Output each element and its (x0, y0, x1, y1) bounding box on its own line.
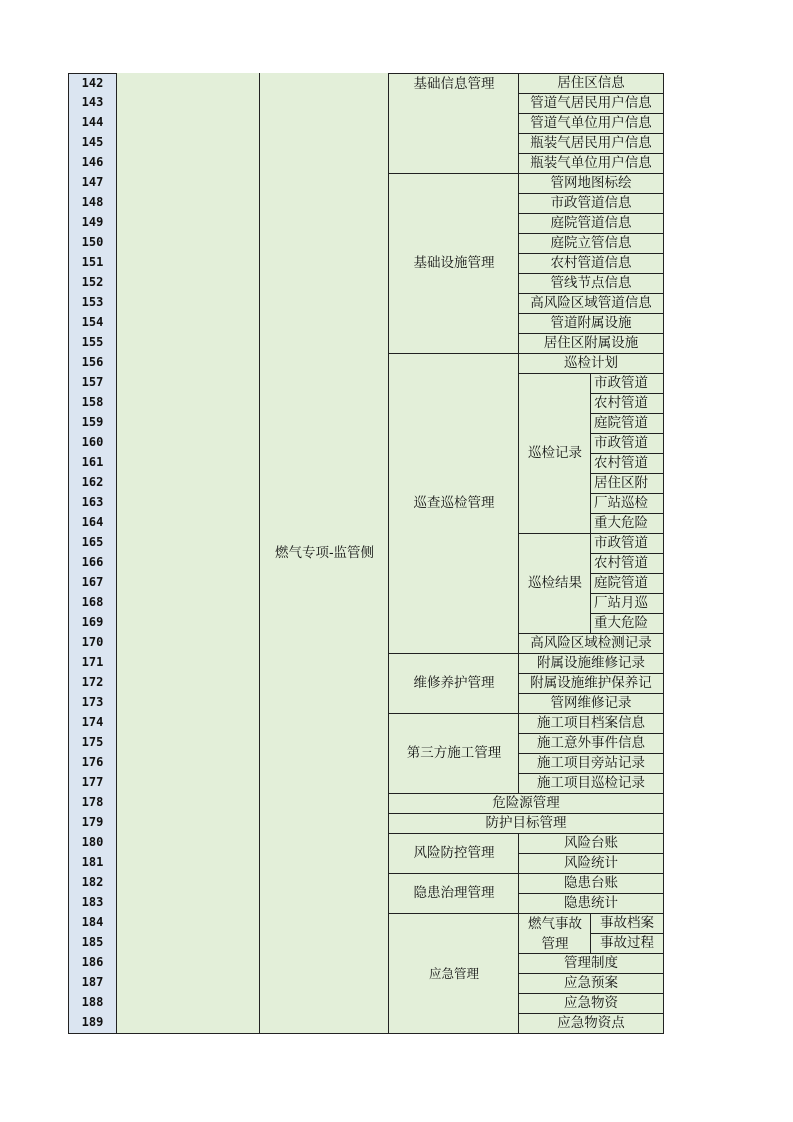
row-number: 165 (68, 533, 117, 554)
row-number: 158 (68, 393, 117, 414)
group-cell: 巡查巡检管理 (388, 353, 519, 654)
row-number: 176 (68, 753, 117, 774)
row-number: 155 (68, 333, 117, 354)
row-number: 157 (68, 373, 117, 394)
item-cell: 管道附属设施 (518, 313, 664, 334)
row-number: 171 (68, 653, 117, 674)
item-cell: 巡检计划 (518, 353, 664, 374)
item-cell: 风险统计 (518, 853, 664, 874)
row-number: 142 (68, 73, 117, 94)
row-number: 159 (68, 413, 117, 434)
group-cell: 危险源管理 (388, 793, 664, 814)
row-number: 172 (68, 673, 117, 694)
sublabel-cell: 巡检记录 (518, 373, 591, 534)
row-number: 148 (68, 193, 117, 214)
item-cell: 管网地图标绘 (518, 173, 664, 194)
row-number: 180 (68, 833, 117, 854)
item-cell: 厂站巡检 (590, 493, 664, 514)
item-cell: 居住区附属设施 (518, 333, 664, 354)
category-cell: 燃气专项-监管侧 (259, 73, 389, 1034)
group-cell: 基础信息管理 (388, 73, 519, 174)
row-number: 146 (68, 153, 117, 174)
row-number: 185 (68, 933, 117, 954)
row-number: 188 (68, 993, 117, 1014)
item-cell: 市政管道 (590, 433, 664, 454)
item-cell: 市政管道 (590, 373, 664, 394)
row-number: 178 (68, 793, 117, 814)
row-number: 169 (68, 613, 117, 634)
item-cell: 高风险区域管道信息 (518, 293, 664, 314)
item-cell: 隐患统计 (518, 893, 664, 914)
row-number: 161 (68, 453, 117, 474)
item-cell: 应急物资 (518, 993, 664, 1014)
row-number: 168 (68, 593, 117, 614)
row-number: 144 (68, 113, 117, 134)
row-number: 173 (68, 693, 117, 714)
item-cell: 重大危险 (590, 513, 664, 534)
sublabel-line: 管理 (541, 935, 569, 952)
item-cell: 管网维修记录 (518, 693, 664, 714)
item-cell: 居住区信息 (518, 73, 664, 94)
item-cell: 市政管道 (590, 533, 664, 554)
item-cell: 施工项目巡检记录 (518, 773, 664, 794)
item-cell: 风险台账 (518, 833, 664, 854)
item-cell: 管道气单位用户信息 (518, 113, 664, 134)
item-cell: 庭院立管信息 (518, 233, 664, 254)
group-cell: 隐患治理管理 (388, 873, 519, 914)
item-cell: 庭院管道 (590, 573, 664, 594)
row-number: 163 (68, 493, 117, 514)
group-cell: 防护目标管理 (388, 813, 664, 834)
item-cell: 瓶装气单位用户信息 (518, 153, 664, 174)
row-number: 153 (68, 293, 117, 314)
sublabel-line: 燃气事故 (528, 915, 582, 932)
item-cell: 事故档案 (590, 913, 664, 934)
item-cell: 农村管道 (590, 553, 664, 574)
row-number: 189 (68, 1013, 117, 1034)
blank-column (117, 73, 260, 1034)
item-cell: 农村管道 (590, 393, 664, 414)
row-number: 164 (68, 513, 117, 534)
row-number: 152 (68, 273, 117, 294)
group-cell: 应急管理 (388, 913, 519, 1034)
item-cell: 庭院管道信息 (518, 213, 664, 234)
item-cell: 农村管道信息 (518, 253, 664, 274)
row-number: 145 (68, 133, 117, 154)
row-number: 167 (68, 573, 117, 594)
item-cell: 事故过程 (590, 933, 664, 954)
group-cell: 风险防控管理 (388, 833, 519, 874)
item-cell: 瓶装气居民用户信息 (518, 133, 664, 154)
item-cell: 施工意外事件信息 (518, 733, 664, 754)
row-number: 154 (68, 313, 117, 334)
row-number: 174 (68, 713, 117, 734)
item-cell: 应急物资点 (518, 1013, 664, 1034)
item-cell: 施工项目旁站记录 (518, 753, 664, 774)
row-number: 181 (68, 853, 117, 874)
item-cell: 庭院管道 (590, 413, 664, 434)
item-cell: 管道气居民用户信息 (518, 93, 664, 114)
item-cell: 居住区附 (590, 473, 664, 494)
row-number: 149 (68, 213, 117, 234)
row-number: 147 (68, 173, 117, 194)
sublabel-cell (518, 913, 591, 954)
group-cell: 基础设施管理 (388, 173, 519, 354)
item-cell: 市政管道信息 (518, 193, 664, 214)
item-cell: 管理制度 (518, 953, 664, 974)
row-number: 179 (68, 813, 117, 834)
item-cell: 隐患台账 (518, 873, 664, 894)
row-number: 182 (68, 873, 117, 894)
item-cell: 附属设施维护保养记 (518, 673, 664, 694)
row-number: 162 (68, 473, 117, 494)
item-cell: 管线节点信息 (518, 273, 664, 294)
row-number: 183 (68, 893, 117, 914)
row-number: 186 (68, 953, 117, 974)
row-number: 151 (68, 253, 117, 274)
row-number: 156 (68, 353, 117, 374)
item-cell: 高风险区域检测记录 (518, 633, 664, 654)
row-number: 184 (68, 913, 117, 934)
row-number: 177 (68, 773, 117, 794)
row-number: 166 (68, 553, 117, 574)
row-number: 143 (68, 93, 117, 114)
row-number: 175 (68, 733, 117, 754)
group-cell: 第三方施工管理 (388, 713, 519, 794)
row-number: 150 (68, 233, 117, 254)
item-cell: 施工项目档案信息 (518, 713, 664, 734)
row-number: 187 (68, 973, 117, 994)
item-cell: 应急预案 (518, 973, 664, 994)
item-cell: 附属设施维修记录 (518, 653, 664, 674)
sublabel-cell: 巡检结果 (518, 533, 591, 634)
group-cell: 维修养护管理 (388, 653, 519, 714)
item-cell: 农村管道 (590, 453, 664, 474)
item-cell: 厂站月巡 (590, 593, 664, 614)
row-number: 160 (68, 433, 117, 454)
row-number: 170 (68, 633, 117, 654)
item-cell: 重大危险 (590, 613, 664, 634)
